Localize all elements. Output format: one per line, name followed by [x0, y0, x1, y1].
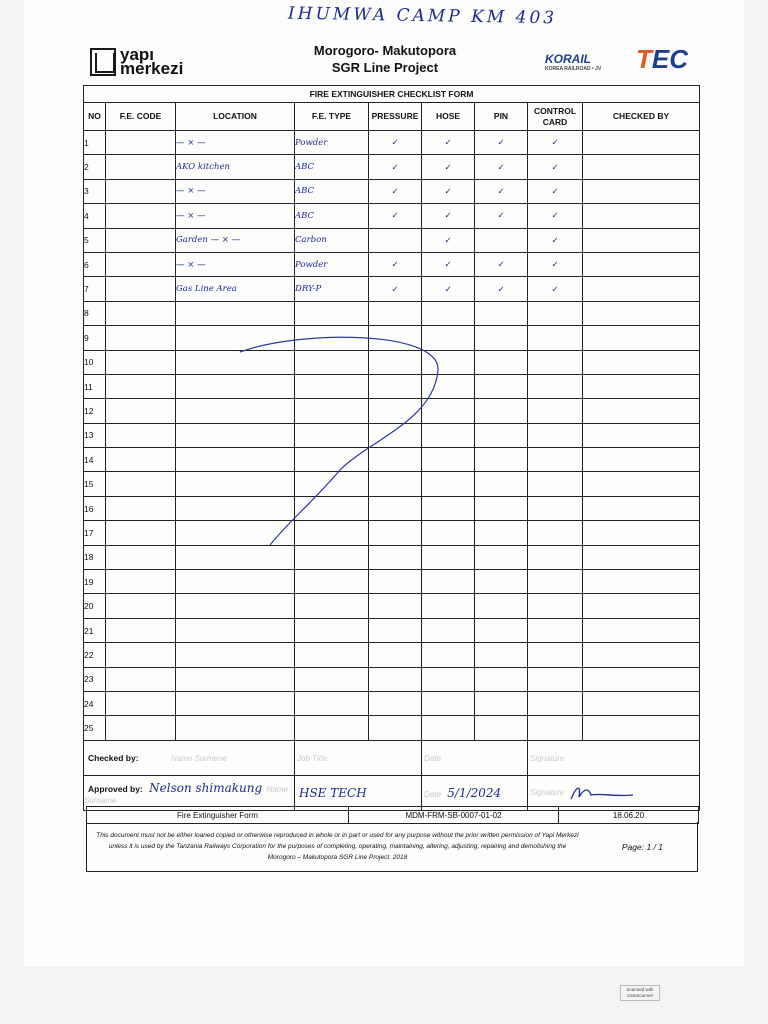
pressure-cell [369, 618, 422, 642]
table-row [84, 716, 700, 740]
checked-by-cell [583, 252, 700, 276]
pressure-cell [369, 496, 422, 520]
fe-code-cell [106, 301, 176, 325]
control-card-cell [528, 496, 583, 520]
no: 5 [84, 228, 106, 252]
control-card-cell [528, 545, 583, 569]
location-cell [176, 423, 295, 447]
table-row [84, 155, 700, 179]
col-header: CONTROL CARD [528, 103, 583, 131]
table-row [84, 667, 700, 691]
col-header: HOSE [422, 103, 475, 131]
location-cell [176, 326, 295, 350]
approved-by-label: Approved by: [88, 783, 143, 794]
checked-by-cell [583, 667, 700, 691]
no: 21 [84, 618, 106, 642]
signature-placeholder: Signature [530, 788, 565, 798]
table-row [84, 350, 700, 374]
hose-cell [422, 326, 475, 350]
fe-type-cell [295, 496, 369, 520]
pressure-cell [369, 570, 422, 594]
no: 15 [84, 472, 106, 496]
control-card-cell: ✓ [528, 252, 583, 276]
job-title-placeholder: Job Title [297, 753, 328, 763]
no: 8 [84, 301, 106, 325]
checked-by-cell [583, 301, 700, 325]
checked-by-cell [583, 618, 700, 642]
column-header-row [84, 103, 700, 131]
pin-cell [475, 643, 528, 667]
fe-code-cell [106, 496, 176, 520]
tec-logo-rest: EC [651, 44, 689, 74]
approver-job-title: HSE TECH [299, 785, 367, 800]
pin-cell: ✓ [475, 179, 528, 203]
fe-type-cell [295, 594, 369, 618]
fe-code-cell [106, 350, 176, 374]
pressure-cell [369, 521, 422, 545]
fe-code-cell [106, 277, 176, 301]
checked-by-cell [583, 716, 700, 740]
tec-logo-t: T [636, 44, 652, 74]
pressure-cell: ✓ [369, 179, 422, 203]
pin-cell [475, 618, 528, 642]
no: 24 [84, 691, 106, 715]
table-row [84, 472, 700, 496]
hose-cell [422, 594, 475, 618]
location-cell [176, 374, 295, 398]
no: 7 [84, 277, 106, 301]
pin-cell [475, 423, 528, 447]
pressure-cell [369, 472, 422, 496]
hose-cell [422, 423, 475, 447]
yapi-merkezi-logo [90, 45, 184, 78]
checked-by-cell [583, 277, 700, 301]
pin-cell [475, 399, 528, 423]
name-placeholder: Name Surname [84, 784, 288, 805]
control-card-cell [528, 667, 583, 691]
control-card-cell [528, 472, 583, 496]
table-row [84, 301, 700, 325]
no: 9 [84, 326, 106, 350]
pin-cell [475, 301, 528, 325]
date-placeholder: Date [424, 789, 441, 799]
pin-cell: ✓ [475, 252, 528, 276]
checked-by-cell [583, 472, 700, 496]
project-title [300, 42, 470, 76]
pressure-cell [369, 594, 422, 618]
table-row [84, 204, 700, 228]
table-row [84, 545, 700, 569]
checked-by-cell [583, 326, 700, 350]
no: 2 [84, 155, 106, 179]
table-row [84, 496, 700, 520]
stamp-line2: CamScanner [626, 993, 654, 998]
table-row [84, 691, 700, 715]
col-header: NO [84, 103, 106, 131]
fe-code-cell [106, 667, 176, 691]
hose-cell: ✓ [422, 155, 475, 179]
location-cell: — × — [176, 204, 295, 228]
no: 13 [84, 423, 106, 447]
control-card-cell [528, 423, 583, 447]
fe-code-cell [106, 179, 176, 203]
location-cell [176, 496, 295, 520]
name-placeholder: Name Surname [170, 753, 227, 763]
pressure-cell [369, 448, 422, 472]
control-card-cell [528, 570, 583, 594]
location-cell [176, 448, 295, 472]
yapi-merkezi-mark-icon [90, 48, 116, 76]
hose-cell [422, 545, 475, 569]
col-header: F.E. TYPE [295, 103, 369, 131]
fe-type-cell [295, 374, 369, 398]
location-cell [176, 667, 295, 691]
table-row [84, 618, 700, 642]
fe-type-cell [295, 301, 369, 325]
pin-cell: ✓ [475, 131, 528, 155]
hose-cell: ✓ [422, 179, 475, 203]
fe-type-cell: Carbon [295, 228, 369, 252]
fe-code-cell [106, 545, 176, 569]
fe-code-cell [106, 423, 176, 447]
checked-by-cell [583, 374, 700, 398]
no: 20 [84, 594, 106, 618]
location-cell [176, 570, 295, 594]
approval-date: 5/1/2024 [447, 785, 502, 800]
no: 10 [84, 350, 106, 374]
fe-code-cell [106, 643, 176, 667]
footer-form-code: MDM-FRM-SB-0007-01-02 [349, 807, 559, 824]
location-cell [176, 350, 295, 374]
fe-code-cell [106, 448, 176, 472]
pressure-cell: ✓ [369, 204, 422, 228]
page-number: Page: 1 / 1 [621, 842, 663, 852]
hose-cell: ✓ [422, 204, 475, 228]
control-card-cell [528, 594, 583, 618]
no: 6 [84, 252, 106, 276]
checked-by-cell [583, 643, 700, 667]
hose-cell [422, 350, 475, 374]
fe-code-cell [106, 155, 176, 179]
fe-type-cell [295, 545, 369, 569]
fe-code-cell [106, 252, 176, 276]
hose-cell: ✓ [422, 277, 475, 301]
pin-cell: ✓ [475, 204, 528, 228]
fe-type-cell [295, 643, 369, 667]
fe-code-cell [106, 326, 176, 350]
fe-type-cell [295, 350, 369, 374]
pressure-cell: ✓ [369, 277, 422, 301]
approver-name: Nelson shimakung [149, 780, 263, 795]
fe-code-cell [106, 228, 176, 252]
pin-cell [475, 521, 528, 545]
location-cell [176, 716, 295, 740]
checked-by-cell [583, 594, 700, 618]
pin-cell [475, 472, 528, 496]
control-card-cell [528, 716, 583, 740]
control-card-cell: ✓ [528, 204, 583, 228]
control-card-cell [528, 643, 583, 667]
pressure-cell [369, 643, 422, 667]
control-card-cell [528, 521, 583, 545]
control-card-cell: ✓ [528, 155, 583, 179]
pin-cell [475, 374, 528, 398]
fe-type-cell [295, 618, 369, 642]
no: 23 [84, 667, 106, 691]
fe-type-cell [295, 570, 369, 594]
date-placeholder: Date [424, 753, 441, 763]
no: 14 [84, 448, 106, 472]
hose-cell [422, 399, 475, 423]
table-row [84, 252, 700, 276]
hose-cell [422, 691, 475, 715]
fe-type-cell [295, 691, 369, 715]
table-row [84, 179, 700, 203]
fe-type-cell: ABC [295, 155, 369, 179]
location-cell [176, 643, 295, 667]
fe-code-cell [106, 594, 176, 618]
checked-by-cell [583, 545, 700, 569]
fe-code-cell [106, 521, 176, 545]
checked-by-cell [583, 131, 700, 155]
control-card-cell [528, 691, 583, 715]
checked-by-cell [583, 423, 700, 447]
pressure-cell [369, 350, 422, 374]
pin-cell [475, 448, 528, 472]
pressure-cell [369, 228, 422, 252]
logo-line1: yapı [120, 45, 155, 64]
no: 22 [84, 643, 106, 667]
checked-by-cell [583, 179, 700, 203]
table-row [84, 521, 700, 545]
fe-type-cell: Powder [295, 252, 369, 276]
checked-by-cell [583, 350, 700, 374]
checked-by-cell [583, 228, 700, 252]
no: 1 [84, 131, 106, 155]
form-title: FIRE EXTINGUISHER CHECKLIST FORM [84, 86, 700, 103]
control-card-cell [528, 326, 583, 350]
tec-logo [636, 44, 688, 75]
table-row [84, 448, 700, 472]
table-row [84, 643, 700, 667]
location-cell: Gas Line Area [176, 277, 295, 301]
location-cell [176, 399, 295, 423]
fe-type-cell: ABC [295, 179, 369, 203]
pin-cell: ✓ [475, 277, 528, 301]
table-row [84, 131, 700, 155]
footer-form-name: Fire Extinguisher Form [87, 807, 349, 824]
location-cell: — × — [176, 179, 295, 203]
korail-logo-text: KORAIL [545, 52, 591, 66]
fe-type-cell [295, 667, 369, 691]
pin-cell [475, 691, 528, 715]
pressure-cell [369, 374, 422, 398]
table-row [84, 423, 700, 447]
fe-type-cell [295, 326, 369, 350]
col-header: PRESSURE [369, 103, 422, 131]
table-row [84, 374, 700, 398]
control-card-cell [528, 448, 583, 472]
no: 4 [84, 204, 106, 228]
checked-by-cell [583, 155, 700, 179]
location-cell [176, 472, 295, 496]
hose-cell [422, 643, 475, 667]
fe-code-cell [106, 131, 176, 155]
no: 12 [84, 399, 106, 423]
location-cell [176, 618, 295, 642]
pin-cell [475, 570, 528, 594]
logo-line2: merkezi [120, 59, 184, 78]
pin-cell: ✓ [475, 155, 528, 179]
checklist-table [83, 85, 700, 811]
pin-cell [475, 496, 528, 520]
pressure-cell [369, 691, 422, 715]
pressure-cell [369, 716, 422, 740]
location-cell [176, 594, 295, 618]
pressure-cell [369, 326, 422, 350]
fe-type-cell [295, 472, 369, 496]
location-cell [176, 521, 295, 545]
korail-logo [545, 52, 601, 72]
control-card-cell: ✓ [528, 277, 583, 301]
checked-by-cell [583, 204, 700, 228]
control-card-cell: ✓ [528, 228, 583, 252]
signature-placeholder: Signature [530, 753, 565, 763]
col-header: LOCATION [176, 103, 295, 131]
pin-cell [475, 545, 528, 569]
hose-cell: ✓ [422, 252, 475, 276]
fe-code-cell [106, 570, 176, 594]
fe-code-cell [106, 399, 176, 423]
control-card-cell [528, 301, 583, 325]
pressure-cell [369, 545, 422, 569]
hose-cell: ✓ [422, 131, 475, 155]
fe-type-cell [295, 448, 369, 472]
no: 25 [84, 716, 106, 740]
col-header: PIN [475, 103, 528, 131]
no: 11 [84, 374, 106, 398]
checked-by-cell [583, 570, 700, 594]
korail-logo-sub: KOREA RAILROAD • JV [545, 66, 602, 72]
checked-by-cell [583, 399, 700, 423]
pin-cell [475, 350, 528, 374]
footer-form-date: 18.06.20 [559, 807, 699, 824]
fe-code-cell [106, 374, 176, 398]
camscanner-stamp [620, 985, 660, 1001]
fe-code-cell [106, 472, 176, 496]
disclaimer-box [86, 822, 698, 872]
table-row [84, 594, 700, 618]
hose-cell [422, 716, 475, 740]
hose-cell [422, 374, 475, 398]
hose-cell [422, 618, 475, 642]
table-row [84, 399, 700, 423]
project-line1: Morogoro- Makutopora [313, 43, 457, 58]
col-header: CHECKED BY [583, 103, 700, 131]
fe-code-cell [106, 691, 176, 715]
handwritten-site-title: IHUMWA CAMP KM 403 [287, 3, 558, 29]
hose-cell: ✓ [422, 228, 475, 252]
fe-code-cell [106, 716, 176, 740]
pressure-cell: ✓ [369, 155, 422, 179]
no: 3 [84, 179, 106, 203]
stamp-line1: Scanned with [626, 987, 654, 992]
control-card-cell [528, 350, 583, 374]
control-card-cell: ✓ [528, 179, 583, 203]
hose-cell [422, 496, 475, 520]
location-cell: — × — [176, 131, 295, 155]
location-cell [176, 691, 295, 715]
control-card-cell [528, 399, 583, 423]
fe-type-cell [295, 399, 369, 423]
location-cell: Garden — × — [176, 228, 295, 252]
no: 17 [84, 521, 106, 545]
fe-type-cell [295, 716, 369, 740]
no: 18 [84, 545, 106, 569]
pin-cell [475, 716, 528, 740]
fe-type-cell [295, 423, 369, 447]
hose-cell [422, 448, 475, 472]
fe-code-cell [106, 204, 176, 228]
table-row [84, 277, 700, 301]
no: 16 [84, 496, 106, 520]
location-cell [176, 545, 295, 569]
checked-by-label: Checked by: [88, 752, 139, 763]
pin-cell [475, 594, 528, 618]
no: 19 [84, 570, 106, 594]
fe-code-cell [106, 618, 176, 642]
fe-type-cell: DRY-P [295, 277, 369, 301]
pin-cell [475, 667, 528, 691]
pressure-cell: ✓ [369, 252, 422, 276]
disclaimer-text: This document must not be either loaned copied or otherwise reproduced in whole or in part or used for any purpose without the prior written permission of Yapi Merkezi unless it is used by the Tanzania Railways Corporation for the purposes of completing, operating, maintaining, altering, adjusting, repairing and demolishing the Morogoro – Makutopora SGR Line Project. 2018 [96, 832, 579, 861]
checked-by-row [84, 740, 700, 775]
pressure-cell: ✓ [369, 131, 422, 155]
control-card-cell [528, 618, 583, 642]
approver-signature [567, 781, 637, 805]
location-cell [176, 301, 295, 325]
checked-by-cell [583, 496, 700, 520]
fe-type-cell: Powder [295, 131, 369, 155]
col-header: F.E. CODE [106, 103, 176, 131]
checked-by-cell [583, 691, 700, 715]
table-row [84, 228, 700, 252]
table-row [84, 570, 700, 594]
fe-type-cell: ABC [295, 204, 369, 228]
fe-type-cell [295, 521, 369, 545]
checked-by-cell [583, 448, 700, 472]
table-row [84, 326, 700, 350]
pressure-cell [369, 399, 422, 423]
hose-cell [422, 472, 475, 496]
control-card-cell [528, 374, 583, 398]
location-cell: AKO kitchen [176, 155, 295, 179]
hose-cell [422, 301, 475, 325]
hose-cell [422, 521, 475, 545]
pressure-cell [369, 423, 422, 447]
checked-by-cell [583, 521, 700, 545]
control-card-cell: ✓ [528, 131, 583, 155]
pressure-cell [369, 667, 422, 691]
hose-cell [422, 570, 475, 594]
pin-cell [475, 228, 528, 252]
hose-cell [422, 667, 475, 691]
pressure-cell [369, 301, 422, 325]
project-line2: SGR Line Project [331, 60, 439, 75]
pin-cell [475, 326, 528, 350]
location-cell: — × — [176, 252, 295, 276]
